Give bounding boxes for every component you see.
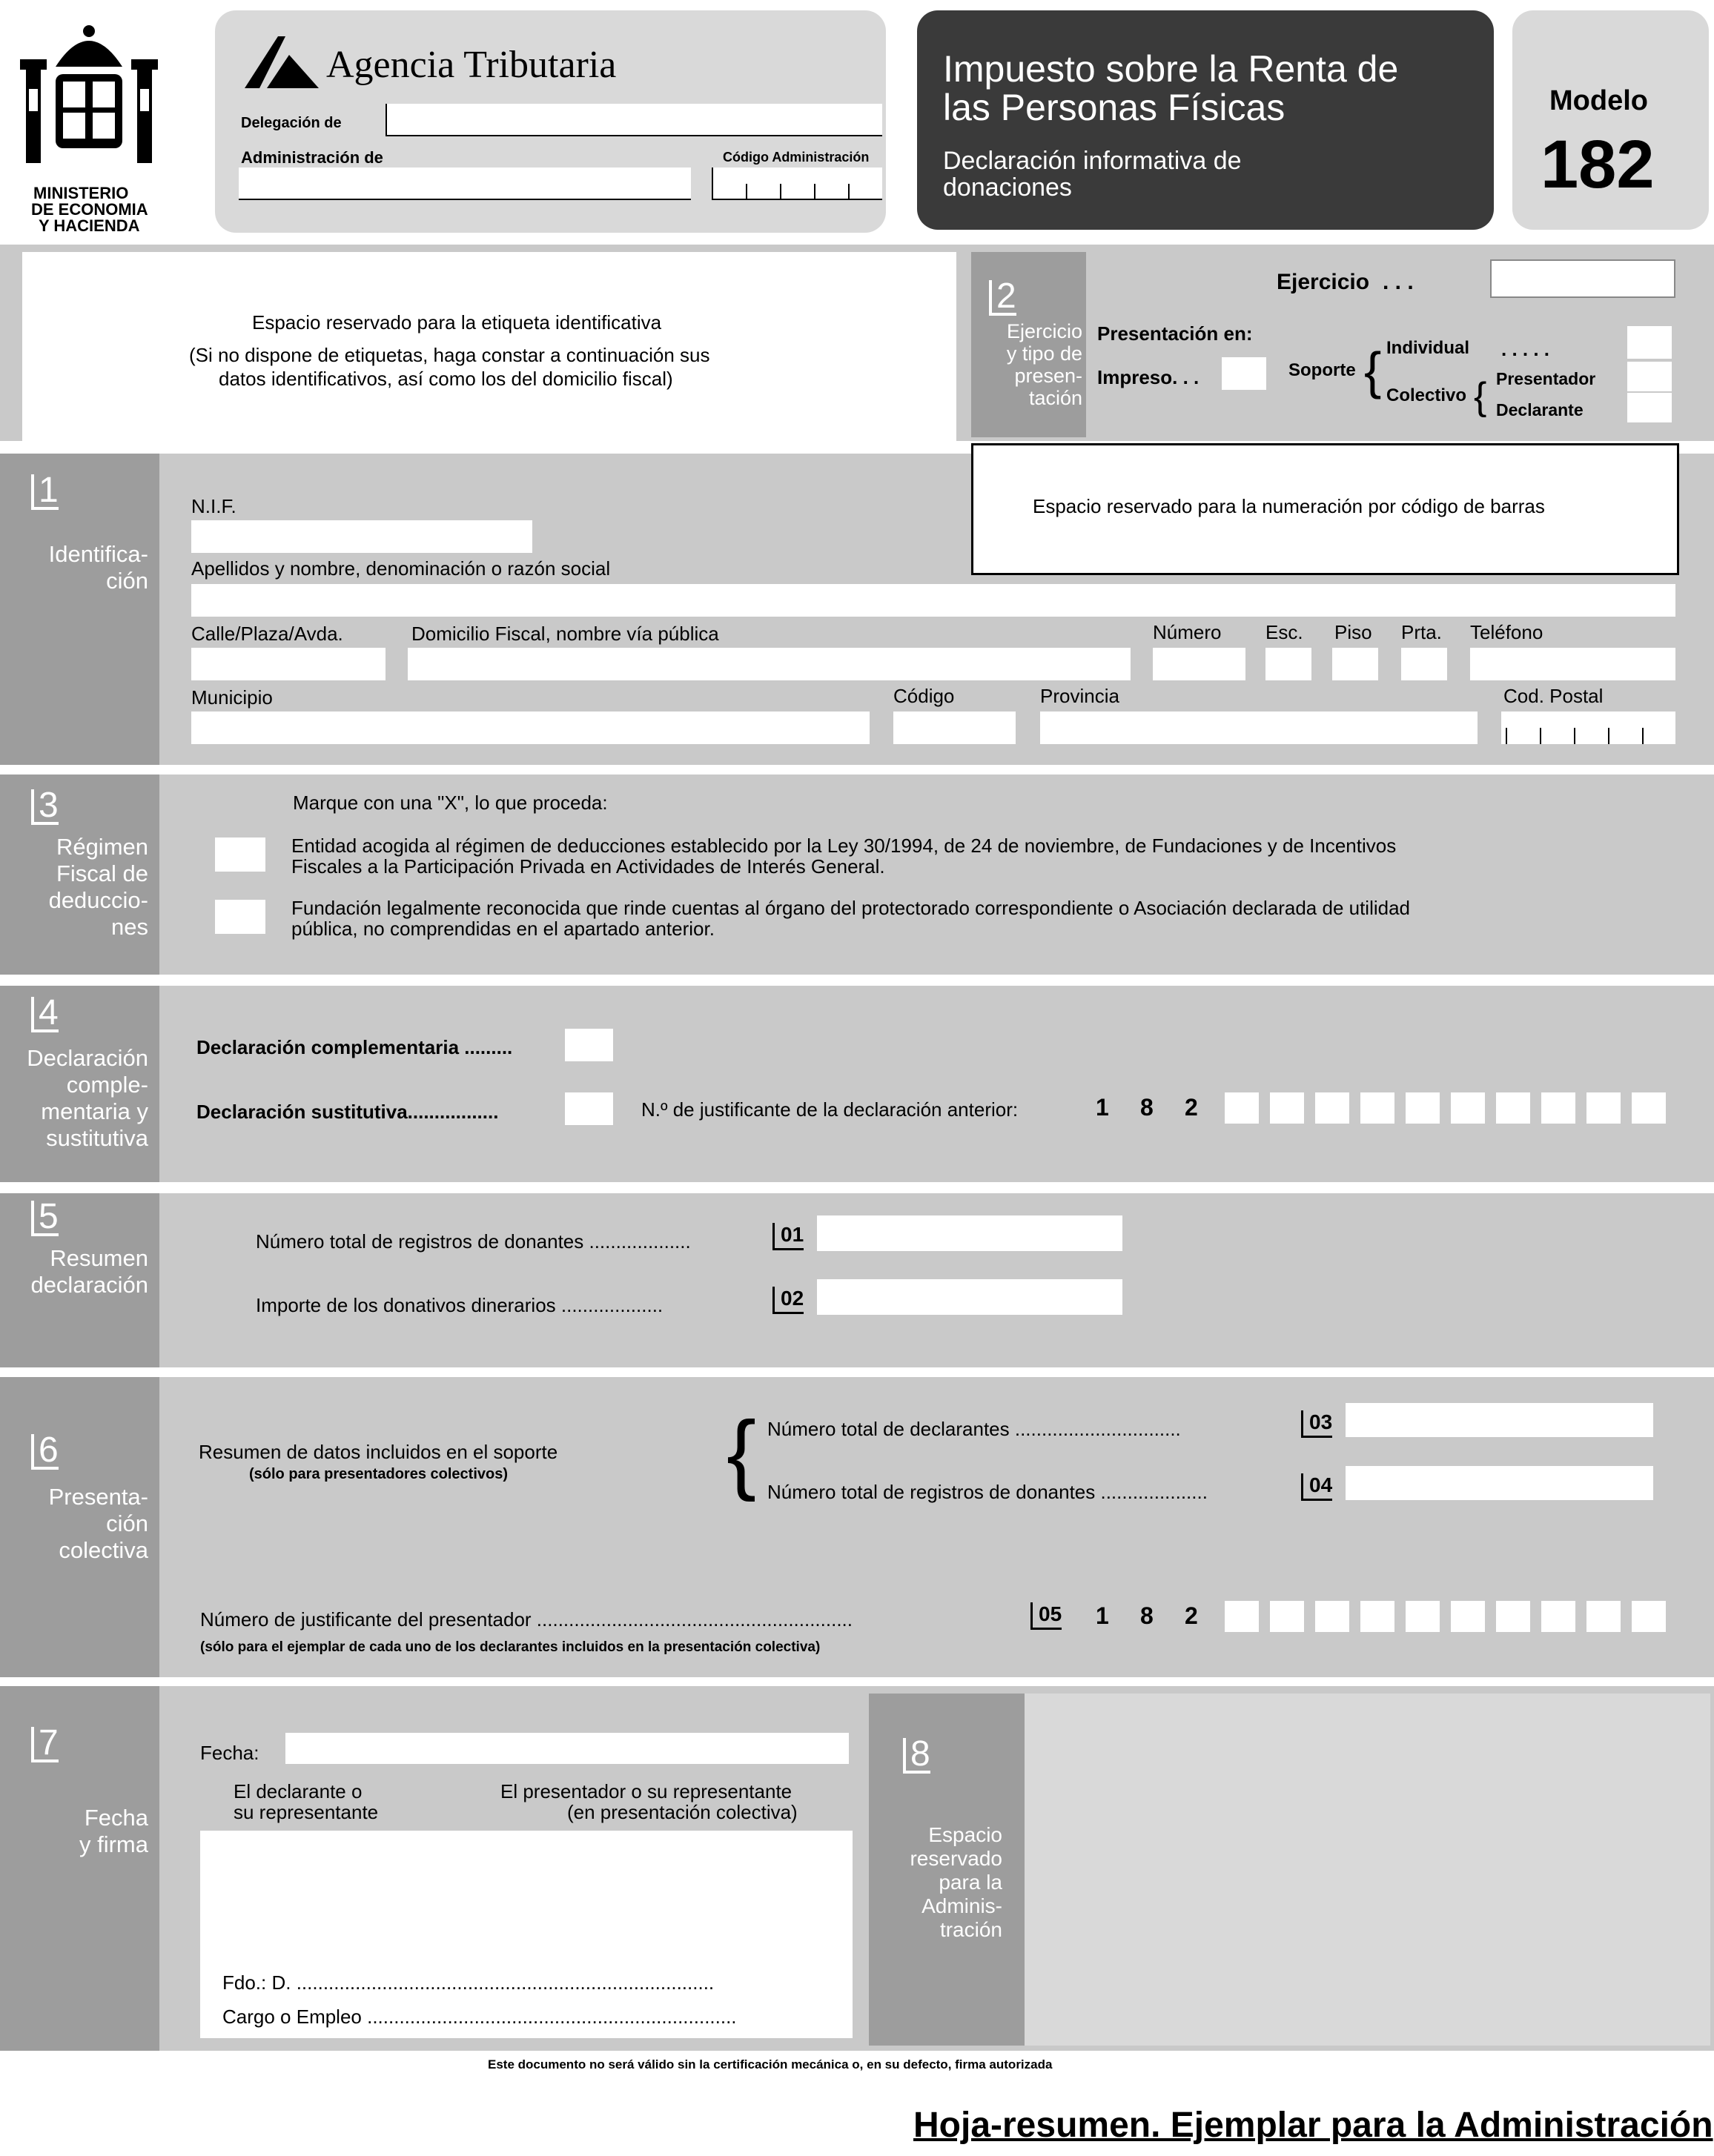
s7-label: Fecha y firma — [79, 1805, 148, 1857]
sustitutiva-label: Declaración sustitutiva................. — [196, 1101, 499, 1123]
piso-field[interactable] — [1332, 648, 1378, 680]
justificante-digit-cell[interactable] — [1406, 1092, 1440, 1124]
nif-field[interactable] — [191, 520, 532, 553]
justificante-digit-cell[interactable] — [1496, 1601, 1530, 1632]
declarante-firma-1: El declarante o — [234, 1780, 363, 1802]
codigo-administracion-label: Código Administración — [723, 150, 870, 165]
presentador-firma-1: El presentador o su representante — [500, 1780, 793, 1802]
colectivo-brace: { — [1474, 375, 1487, 418]
justificante-digit-cell[interactable] — [1496, 1092, 1530, 1124]
colectivo-label: Colectivo — [1386, 385, 1467, 405]
impreso-checkbox[interactable] — [1222, 357, 1266, 390]
s6-code-04: 04 — [1301, 1473, 1332, 1501]
justificante-digit-cell[interactable] — [1632, 1601, 1666, 1632]
s3-option2-line1: Fundación legalmente reconocida que rinde cuentas al órgano del protectorado correspondiente o Asociación declarada de utilidad — [291, 897, 1411, 919]
numero-label: Número — [1153, 621, 1222, 643]
soporte-label: Soporte — [1288, 360, 1356, 380]
justificante-digit-cell[interactable] — [1541, 1601, 1575, 1632]
s2-label: Ejercicio y tipo de presen- tación — [1006, 320, 1082, 409]
copy-label: Hoja-resumen. Ejemplar para la Administración — [913, 2106, 1713, 2145]
subtitle-line2: donaciones — [943, 173, 1072, 202]
s5-code-01: 01 — [772, 1223, 804, 1250]
ministry-name-3: Y HACIENDA — [39, 216, 140, 235]
s6-justificante-label: Número de justificante del presentador ........................................................... — [200, 1608, 853, 1631]
fdo-line: Fdo.: D. .............................................................................. — [222, 1971, 715, 1994]
ministry-name-1: MINISTERIO — [33, 184, 129, 202]
modelo-label: Modelo — [1549, 85, 1648, 116]
s6-resumen-label: Resumen de datos incluidos en el soporte — [199, 1441, 558, 1463]
s4-digit-1: 1 — [1096, 1094, 1109, 1121]
s6-label: Presenta- ción colectiva — [48, 1484, 148, 1563]
s5-number: 5 — [31, 1201, 59, 1236]
justificante-digit-cell[interactable] — [1315, 1601, 1349, 1632]
delegacion-field[interactable] — [386, 104, 882, 136]
s4-digit-2: 2 — [1185, 1094, 1198, 1121]
administracion-field[interactable] — [239, 167, 691, 200]
cargo-line: Cargo o Empleo ..................................................................... — [222, 2006, 737, 2028]
modelo-number: 182 — [1541, 127, 1655, 202]
presentador-label: Presentador — [1496, 369, 1596, 388]
s3-label: Régimen Fiscal de deduccio- nes — [48, 834, 148, 940]
presentador-firma-2: (en presentación colectiva) — [567, 1801, 798, 1823]
justificante-digit-cell[interactable] — [1270, 1601, 1304, 1632]
justificante-digit-cell[interactable] — [1360, 1601, 1394, 1632]
numero-field[interactable] — [1153, 648, 1245, 680]
domicilio-label: Domicilio Fiscal, nombre vía pública — [411, 623, 719, 645]
provincia-field[interactable] — [1040, 712, 1478, 744]
justificante-digit-cell[interactable] — [1225, 1092, 1259, 1124]
s5-registros-label: Número total de registros de donantes ................... — [256, 1230, 691, 1253]
complementaria-checkbox[interactable] — [565, 1029, 613, 1061]
ministry-name-2: DE ECONOMIA — [31, 200, 148, 219]
s1-label: Identifica- ción — [48, 541, 148, 594]
justificante-digit-cell[interactable] — [1586, 1092, 1621, 1124]
codigo-field[interactable] — [893, 712, 1016, 744]
s6-number: 6 — [31, 1434, 59, 1470]
justificante-digit-cell[interactable] — [1406, 1601, 1440, 1632]
individual-label: Individual — [1386, 338, 1470, 358]
s5-registros-field[interactable] — [817, 1215, 1122, 1251]
domicilio-field[interactable] — [408, 648, 1131, 680]
title-line2: las Personas Físicas — [943, 87, 1286, 128]
s5-importe-field[interactable] — [817, 1279, 1122, 1315]
s6-declarantes-field[interactable] — [1346, 1403, 1653, 1437]
prta-label: Prta. — [1401, 621, 1442, 643]
presentador-checkbox[interactable] — [1627, 362, 1672, 391]
delegacion-label: Delegación de — [241, 115, 342, 131]
s5-code-02: 02 — [772, 1287, 804, 1314]
justificante-digit-cell[interactable] — [1270, 1092, 1304, 1124]
complementaria-label: Declaración complementaria ......... — [196, 1036, 513, 1058]
individual-checkbox[interactable] — [1627, 326, 1672, 359]
declarante-label: Declarante — [1496, 400, 1584, 419]
s6-registros-label: Número total de registros de donantes .................... — [767, 1481, 1208, 1503]
apellidos-label: Apellidos y nombre, denominación o razón social — [191, 557, 611, 580]
telefono-label: Teléfono — [1470, 621, 1543, 643]
s3-option1-line2: Fiscales a la Participación Privada en Actividades de Interés General. — [291, 855, 885, 878]
ejercicio-label: Ejercicio — [1277, 270, 1370, 294]
fecha-field[interactable] — [285, 1733, 849, 1764]
nif-label: N.I.F. — [191, 495, 236, 517]
s2-number: 2 — [989, 280, 1016, 316]
justificante-anterior-label: N.º de justificante de la declaración anterior: — [641, 1098, 1019, 1121]
coat-of-arms-icon — [11, 22, 167, 170]
s7-number: 7 — [31, 1727, 59, 1762]
esc-field[interactable] — [1265, 648, 1311, 680]
s6-declarantes-label: Número total de declarantes ............................... — [767, 1418, 1181, 1440]
ministry-logo — [11, 22, 167, 170]
justificante-digit-cell[interactable] — [1360, 1092, 1394, 1124]
provincia-label: Provincia — [1040, 685, 1119, 707]
municipio-field[interactable] — [191, 712, 870, 744]
ejercicio-dots: . . . — [1383, 270, 1414, 294]
apellidos-field[interactable] — [191, 584, 1675, 617]
s7-side — [0, 1686, 159, 2051]
s3-option1-line1: Entidad acogida al régimen de deducciones establecido por la Ley 30/1994, de 24 de noviembre, de Fundaciones y de Incentivos — [291, 835, 1397, 857]
title-line1: Impuesto sobre la Renta de — [943, 48, 1399, 90]
s8-number: 8 — [903, 1738, 930, 1774]
codigo-administracion-field[interactable] — [712, 167, 882, 200]
s6-registros-field[interactable] — [1346, 1466, 1653, 1500]
declarante-firma-2: su representante — [234, 1801, 379, 1823]
calle-field[interactable] — [191, 648, 386, 680]
justificante-digit-cell[interactable] — [1225, 1601, 1259, 1632]
s5-importe-label: Importe de los donativos dinerarios ................... — [256, 1294, 664, 1316]
piso-label: Piso — [1334, 621, 1372, 643]
justificante-digit-cell[interactable] — [1451, 1092, 1485, 1124]
s6-code-03: 03 — [1301, 1410, 1332, 1438]
s3-option2-checkbox[interactable] — [215, 900, 265, 934]
codigo-label: Código — [893, 685, 955, 707]
s6-digit-1: 1 — [1096, 1602, 1109, 1629]
label-area-line1: Espacio reservado para la etiqueta identificativa — [252, 311, 662, 334]
prta-field[interactable] — [1401, 648, 1447, 680]
cod-postal-field[interactable] — [1501, 712, 1675, 744]
s6-resumen-sub: (sólo para presentadores colectivos) — [249, 1466, 509, 1482]
calle-label: Calle/Plaza/Avda. — [191, 623, 343, 645]
sustitutiva-checkbox[interactable] — [565, 1092, 613, 1125]
justificante-digit-cell[interactable] — [1632, 1092, 1666, 1124]
agency-logo-icon — [237, 33, 326, 92]
esc-label: Esc. — [1265, 621, 1303, 643]
s6-justificante-sub: (sólo para el ejemplar de cada uno de los declarantes incluidos en la presentación colectiva) — [200, 1639, 821, 1655]
s4-digit-8: 8 — [1140, 1094, 1154, 1121]
declarante-checkbox[interactable] — [1627, 393, 1672, 422]
justificante-digit-cell[interactable] — [1541, 1092, 1575, 1124]
ejercicio-field[interactable] — [1490, 259, 1675, 298]
label-area-line3: datos identificativos, así como los del domicilio fiscal) — [219, 368, 673, 390]
validity-note: Este documento no será válido sin la certificación mecánica o, en su defecto, firma autorizada — [488, 2057, 1053, 2072]
fecha-label: Fecha: — [200, 1742, 259, 1764]
s6-code-05: 05 — [1030, 1602, 1062, 1630]
s3-option2-line2: pública, no comprendidas en el apartado anterior. — [291, 918, 715, 940]
soporte-brace: { — [1364, 342, 1382, 399]
s8-label: Espacio reservado para la Adminis- tración — [910, 1823, 1002, 1941]
individual-dots: . . . . . — [1501, 338, 1550, 360]
label-area-line2: (Si no dispone de etiquetas, haga constar a continuación sus — [189, 344, 710, 366]
barcode-text: Espacio reservado para la numeración por código de barras — [1033, 495, 1545, 517]
s4-band — [0, 986, 1714, 1182]
s5-label: Resumen declaración — [30, 1245, 148, 1298]
subtitle-line1: Declaración informativa de — [943, 147, 1242, 175]
s1-side — [0, 454, 159, 765]
impreso-label: Impreso. . . — [1097, 366, 1200, 388]
justificante-digit-cell[interactable] — [1451, 1601, 1485, 1632]
s6-digit-8: 8 — [1140, 1602, 1154, 1629]
administracion-label: Administración de — [241, 148, 383, 167]
justificante-digit-cell[interactable] — [1586, 1601, 1621, 1632]
s1-number: 1 — [31, 474, 59, 510]
agency-name: Agencia Tributaria — [326, 44, 617, 86]
justificante-digit-cell[interactable] — [1315, 1092, 1349, 1124]
s8-admin-area — [1025, 1694, 1710, 2046]
municipio-label: Municipio — [191, 686, 273, 709]
telefono-field[interactable] — [1470, 648, 1675, 680]
cod-postal-label: Cod. Postal — [1503, 685, 1604, 707]
s6-brace: { — [727, 1403, 757, 1502]
s3-number: 3 — [31, 789, 59, 825]
s3-option1-checkbox[interactable] — [215, 837, 265, 872]
s3-instruction: Marque con una "X", lo que proceda: — [293, 792, 608, 814]
presentacion-label: Presentación en: — [1097, 322, 1253, 345]
s6-digit-2: 2 — [1185, 1602, 1198, 1629]
s4-number: 4 — [31, 997, 59, 1032]
s4-label: Declaración comple- mentaria y sustitutiva — [27, 1045, 148, 1151]
